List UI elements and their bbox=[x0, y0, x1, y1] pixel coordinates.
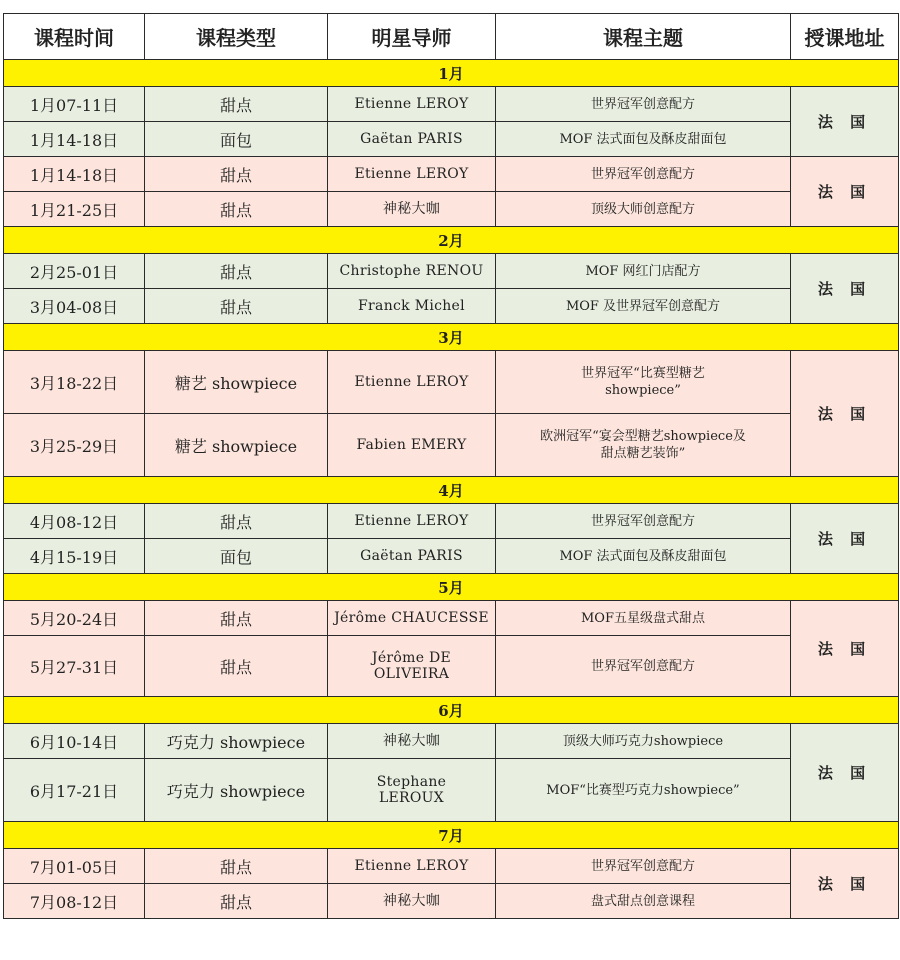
table-row bbox=[4, 601, 899, 636]
course-date: 3月04-08日 bbox=[4, 289, 145, 324]
month-row bbox=[4, 697, 899, 724]
table-row bbox=[4, 759, 899, 822]
location: 法 国 bbox=[791, 849, 899, 919]
course-type: 甜点 bbox=[145, 636, 328, 697]
course-type: 甜点 bbox=[145, 884, 328, 919]
table-row bbox=[4, 254, 899, 289]
course-date: 3月25-29日 bbox=[4, 414, 145, 477]
header-location: 授课地址 bbox=[791, 14, 899, 60]
course-type: 甜点 bbox=[145, 192, 328, 227]
table-row bbox=[4, 87, 899, 122]
course-type: 糖艺 showpiece bbox=[145, 414, 328, 477]
month-label: 4月 bbox=[4, 477, 899, 504]
course-topic: 世界冠军创意配方 bbox=[496, 504, 791, 539]
course-date: 4月08-12日 bbox=[4, 504, 145, 539]
schedule-body bbox=[4, 60, 899, 919]
table-row bbox=[4, 157, 899, 192]
course-type: 甜点 bbox=[145, 254, 328, 289]
mentor-name: 神秘大咖 bbox=[328, 884, 496, 919]
month-label: 2月 bbox=[4, 227, 899, 254]
month-row bbox=[4, 822, 899, 849]
course-date: 3月18-22日 bbox=[4, 351, 145, 414]
course-schedule-table bbox=[3, 13, 899, 919]
location: 法 国 bbox=[791, 87, 899, 157]
mentor-name: Etienne LEROY bbox=[328, 87, 496, 122]
course-type: 甜点 bbox=[145, 157, 328, 192]
month-label: 5月 bbox=[4, 574, 899, 601]
course-type: 面包 bbox=[145, 539, 328, 574]
location: 法 国 bbox=[791, 724, 899, 822]
month-label: 6月 bbox=[4, 697, 899, 724]
course-date: 7月01-05日 bbox=[4, 849, 145, 884]
course-type: 糖艺 showpiece bbox=[145, 351, 328, 414]
table-row bbox=[4, 414, 899, 477]
location: 法 国 bbox=[791, 601, 899, 697]
month-row bbox=[4, 324, 899, 351]
course-topic: 盘式甜点创意课程 bbox=[496, 884, 791, 919]
course-topic: 世界冠军创意配方 bbox=[496, 87, 791, 122]
course-topic: MOF 网红门店配方 bbox=[496, 254, 791, 289]
location: 法 国 bbox=[791, 504, 899, 574]
table-row bbox=[4, 192, 899, 227]
mentor-name: Stephane LEROUX bbox=[328, 759, 496, 822]
course-date: 5月27-31日 bbox=[4, 636, 145, 697]
month-label: 1月 bbox=[4, 60, 899, 87]
course-topic: 顶级大师巧克力showpiece bbox=[496, 724, 791, 759]
course-topic: MOF五星级盘式甜点 bbox=[496, 601, 791, 636]
month-label: 3月 bbox=[4, 324, 899, 351]
month-row bbox=[4, 60, 899, 87]
course-date: 2月25-01日 bbox=[4, 254, 145, 289]
mentor-name: 神秘大咖 bbox=[328, 724, 496, 759]
course-topic: MOF 法式面包及酥皮甜面包 bbox=[496, 122, 791, 157]
course-topic: 世界冠军创意配方 bbox=[496, 849, 791, 884]
course-type: 甜点 bbox=[145, 87, 328, 122]
course-date: 7月08-12日 bbox=[4, 884, 145, 919]
course-topic: MOF 法式面包及酥皮甜面包 bbox=[496, 539, 791, 574]
table-row bbox=[4, 351, 899, 414]
location: 法 国 bbox=[791, 254, 899, 324]
location: 法 国 bbox=[791, 351, 899, 477]
course-date: 4月15-19日 bbox=[4, 539, 145, 574]
table-row bbox=[4, 504, 899, 539]
course-date: 1月14-18日 bbox=[4, 157, 145, 192]
table-row bbox=[4, 849, 899, 884]
month-row bbox=[4, 477, 899, 504]
course-type: 甜点 bbox=[145, 849, 328, 884]
course-topic: 世界冠军创意配方 bbox=[496, 636, 791, 697]
mentor-name: Etienne LEROY bbox=[328, 157, 496, 192]
mentor-name: Etienne LEROY bbox=[328, 351, 496, 414]
course-date: 1月07-11日 bbox=[4, 87, 145, 122]
mentor-name: Jérôme CHAUCESSE bbox=[328, 601, 496, 636]
table-row bbox=[4, 122, 899, 157]
course-date: 1月14-18日 bbox=[4, 122, 145, 157]
table-row bbox=[4, 539, 899, 574]
location: 法 国 bbox=[791, 157, 899, 227]
course-topic: 欧洲冠军“宴会型糖艺showpiece及 甜点糖艺装饰” bbox=[496, 414, 791, 477]
course-type: 甜点 bbox=[145, 601, 328, 636]
course-type: 面包 bbox=[145, 122, 328, 157]
month-row bbox=[4, 227, 899, 254]
mentor-name: Gaëtan PARIS bbox=[328, 539, 496, 574]
course-topic: 世界冠军“比赛型糖艺 showpiece” bbox=[496, 351, 791, 414]
mentor-name: 神秘大咖 bbox=[328, 192, 496, 227]
header-course-type: 课程类型 bbox=[145, 14, 328, 60]
header-row bbox=[4, 14, 899, 60]
course-type: 甜点 bbox=[145, 504, 328, 539]
table-row bbox=[4, 724, 899, 759]
table-row bbox=[4, 289, 899, 324]
month-row bbox=[4, 574, 899, 601]
course-date: 6月10-14日 bbox=[4, 724, 145, 759]
mentor-name: Franck Michel bbox=[328, 289, 496, 324]
course-topic: MOF“比赛型巧克力showpiece” bbox=[496, 759, 791, 822]
course-topic: 顶级大师创意配方 bbox=[496, 192, 791, 227]
header-star-mentor: 明星导师 bbox=[328, 14, 496, 60]
mentor-name: Jérôme DE OLIVEIRA bbox=[328, 636, 496, 697]
course-type: 甜点 bbox=[145, 289, 328, 324]
header-course-time: 课程时间 bbox=[4, 14, 145, 60]
mentor-name: Christophe RENOU bbox=[328, 254, 496, 289]
table-row bbox=[4, 884, 899, 919]
mentor-name: Gaëtan PARIS bbox=[328, 122, 496, 157]
course-type: 巧克力 showpiece bbox=[145, 759, 328, 822]
mentor-name: Fabien EMERY bbox=[328, 414, 496, 477]
course-topic: 世界冠军创意配方 bbox=[496, 157, 791, 192]
month-label: 7月 bbox=[4, 822, 899, 849]
course-type: 巧克力 showpiece bbox=[145, 724, 328, 759]
mentor-name: Etienne LEROY bbox=[328, 504, 496, 539]
course-date: 5月20-24日 bbox=[4, 601, 145, 636]
table-row bbox=[4, 636, 899, 697]
course-date: 6月17-21日 bbox=[4, 759, 145, 822]
course-date: 1月21-25日 bbox=[4, 192, 145, 227]
course-topic: MOF 及世界冠军创意配方 bbox=[496, 289, 791, 324]
mentor-name: Etienne LEROY bbox=[328, 849, 496, 884]
header-course-topic: 课程主题 bbox=[496, 14, 791, 60]
